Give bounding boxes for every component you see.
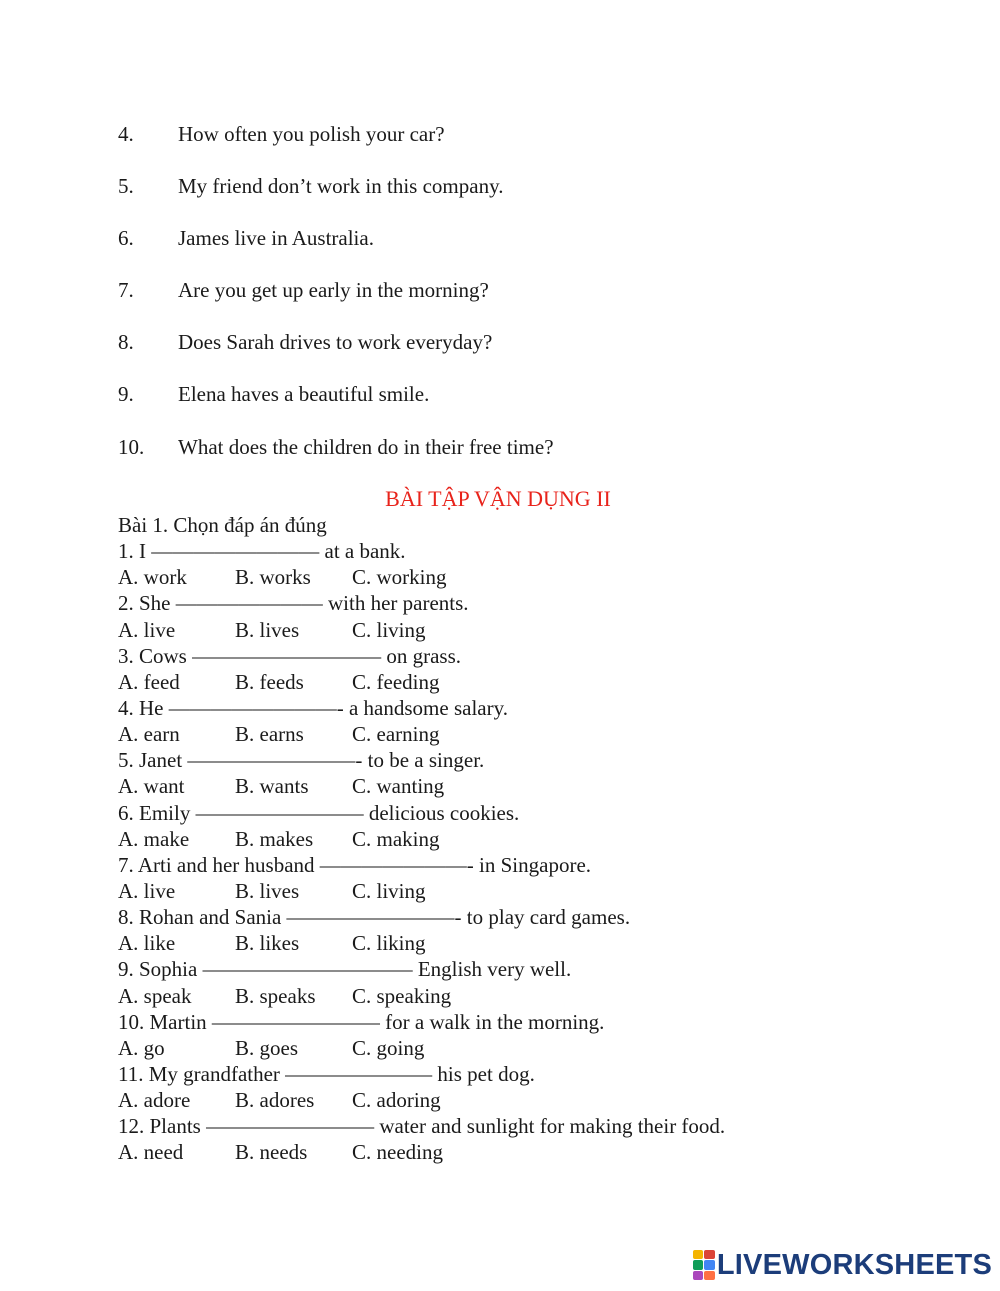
sentence-item (118, 225, 374, 251)
exercise-block (118, 512, 725, 1166)
answer-options (118, 983, 725, 1009)
option-b: B. needs (235, 1140, 308, 1165)
logo-block (693, 1271, 704, 1280)
option-b: B. feeds (235, 669, 304, 694)
option-a: A. like (118, 931, 176, 956)
option-c: C. going (352, 1035, 425, 1060)
section-title: BÀI TẬP VẬN DỤNG II (385, 486, 611, 511)
sentence-item (118, 173, 503, 199)
sentence-item (118, 121, 445, 147)
option-a: A. need (118, 1140, 184, 1165)
option-b: B. works (235, 565, 311, 590)
sentence-text: My friend don’t work in this company. (178, 174, 504, 198)
question-stem: 9. Sophia —————————— English very well. (118, 957, 572, 982)
logo-block (693, 1260, 704, 1269)
answer-options (118, 721, 725, 747)
question-stem: 1. I ———————— at a bank. (118, 539, 406, 564)
sentence-number: 9. (118, 382, 134, 406)
answer-options (118, 773, 725, 799)
logo-text: LIVEWORKSHEETS (716, 1248, 992, 1281)
sentence-number: 7. (118, 278, 134, 302)
answer-options (118, 617, 725, 643)
option-b: B. lives (235, 617, 300, 642)
option-a: A. make (118, 826, 190, 851)
option-c: C. speaking (352, 983, 452, 1008)
answer-options (118, 1035, 725, 1061)
exercise-heading: Bài 1. Chọn đáp án đúng (118, 513, 327, 537)
option-c: C. living (352, 878, 426, 903)
answer-options (118, 1139, 725, 1165)
logo-block (704, 1271, 715, 1280)
option-b: B. adores (235, 1088, 315, 1113)
option-a: A. speak (118, 983, 192, 1008)
sentence-text: How often you polish your car? (178, 122, 445, 146)
option-b: B. wants (235, 774, 309, 799)
question-stem: 4. He ————————- a handsome salary. (118, 695, 508, 720)
logo-block (693, 1250, 704, 1259)
sentence-item (118, 329, 492, 355)
option-c: C. making (352, 826, 440, 851)
option-a: A. go (118, 1035, 165, 1060)
answer-options (118, 669, 725, 695)
answer-options (118, 930, 725, 956)
option-c: C. working (352, 565, 447, 590)
liveworksheets-logo (693, 1247, 992, 1283)
option-c: C. earning (352, 722, 440, 747)
liveworksheets-blocks-icon (693, 1250, 715, 1280)
answer-options (118, 1087, 725, 1113)
sentence-item (118, 381, 429, 407)
question-stem: 8. Rohan and Sania ————————- to play card games. (118, 905, 631, 930)
logo-block (704, 1260, 715, 1269)
sentence-number: 4. (118, 122, 134, 146)
option-a: A. work (118, 565, 187, 590)
sentence-text: Elena haves a beautiful smile. (178, 382, 430, 406)
question-stem: 11. My grandfather ——————— his pet dog. (118, 1061, 535, 1086)
question-list (118, 538, 725, 1165)
question-stem: 10. Martin ———————— for a walk in the morning. (118, 1009, 605, 1034)
option-c: C. adoring (352, 1088, 441, 1113)
option-a: A. live (118, 617, 176, 642)
option-a: A. live (118, 878, 176, 903)
option-a: A. want (118, 774, 185, 799)
sentence-text: James live in Australia. (178, 226, 374, 250)
option-c: C. living (352, 617, 426, 642)
answer-options (118, 878, 725, 904)
question-stem: 3. Cows ————————— on grass. (118, 643, 462, 668)
option-a: A. adore (118, 1088, 191, 1113)
sentence-number: 6. (118, 226, 134, 250)
sentence-text: Are you get up early in the morning? (178, 278, 489, 302)
sentence-number: 10. (118, 435, 145, 459)
question-stem: 7. Arti and her husband ———————- in Singapore. (118, 852, 592, 877)
question-stem: 2. She ——————— with her parents. (118, 591, 469, 616)
sentence-text: Does Sarah drives to work everyday? (178, 330, 493, 354)
sentence-text: What does the children do in their free time? (178, 435, 554, 459)
option-a: A. earn (118, 722, 180, 747)
option-b: B. likes (235, 931, 300, 956)
sentence-number: 8. (118, 330, 134, 354)
option-c: C. feeding (352, 669, 440, 694)
option-c: C. liking (352, 931, 426, 956)
option-b: B. speaks (235, 983, 316, 1008)
sentence-number: 5. (118, 174, 134, 198)
option-c: C. needing (352, 1140, 443, 1165)
sentence-item (118, 277, 489, 303)
answer-options (118, 564, 725, 590)
option-b: B. earns (235, 722, 304, 747)
option-b: B. lives (235, 878, 300, 903)
option-b: B. makes (235, 826, 314, 851)
option-c: C. wanting (352, 774, 445, 799)
option-b: B. goes (235, 1035, 298, 1060)
option-a: A. feed (118, 669, 180, 694)
question-stem: 12. Plants ———————— water and sunlight for making their food. (118, 1114, 726, 1139)
sentence-item (118, 434, 554, 460)
answer-options (118, 826, 725, 852)
logo-block (704, 1250, 715, 1259)
question-stem: 6. Emily ———————— delicious cookies. (118, 800, 520, 825)
question-stem: 5. Janet ————————- to be a singer. (118, 748, 485, 773)
